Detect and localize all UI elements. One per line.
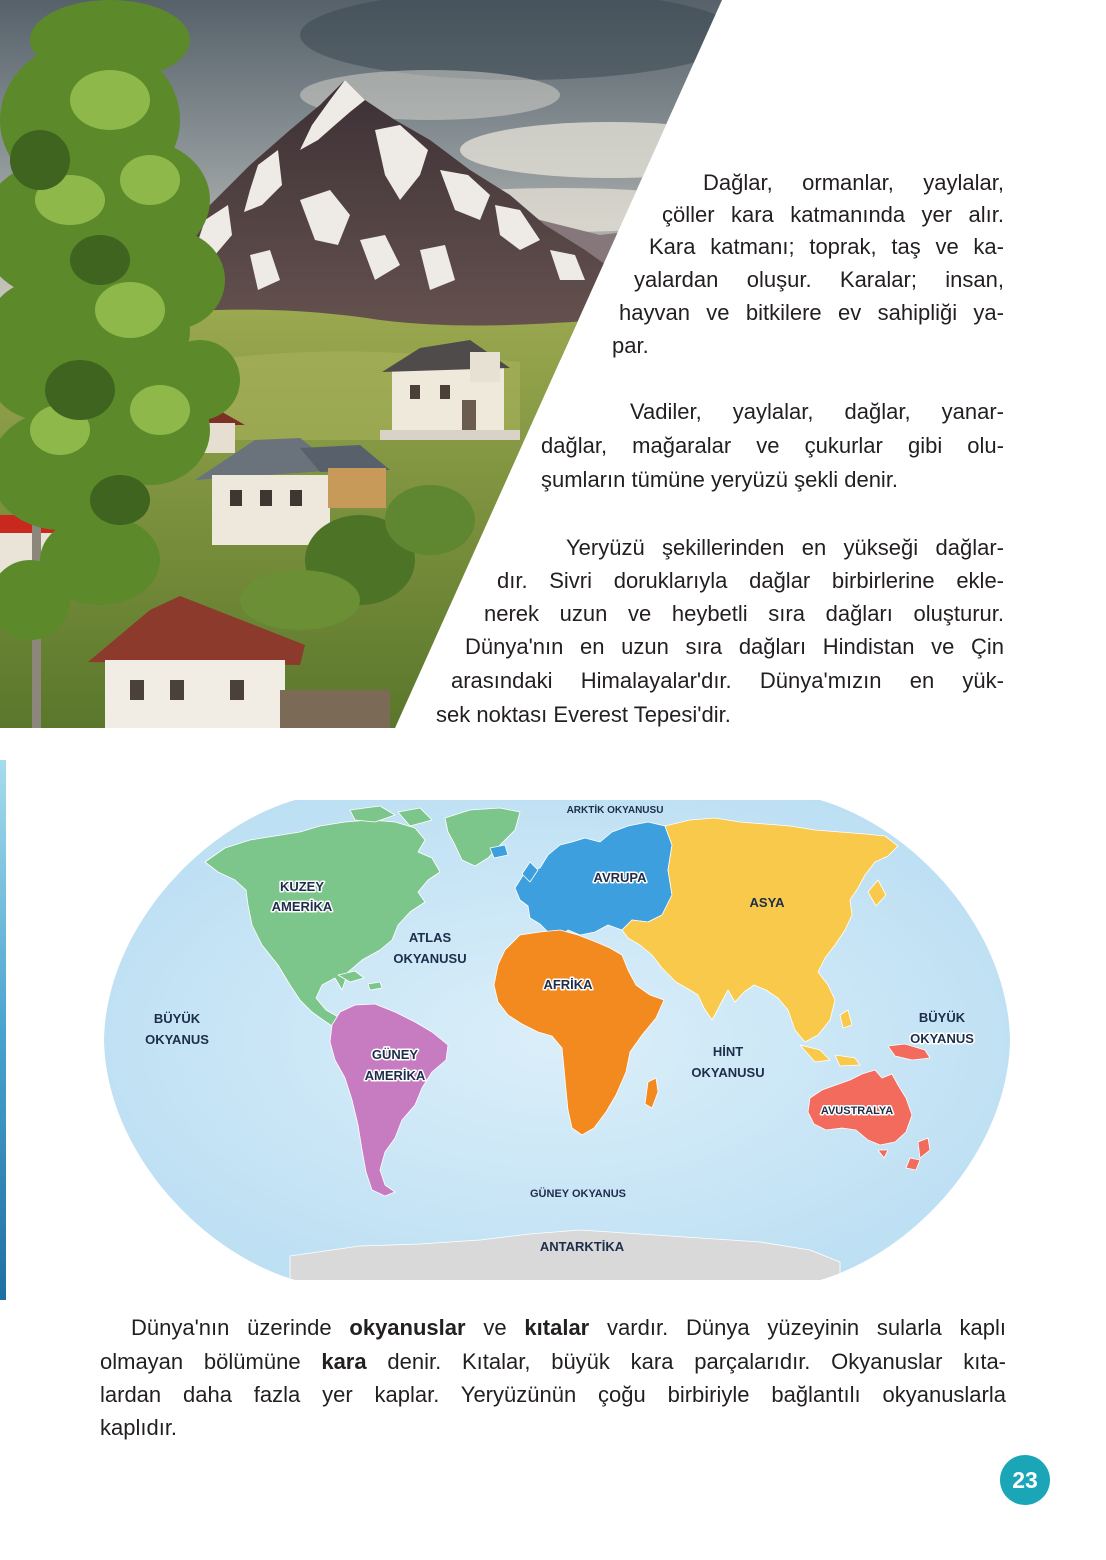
intro-p3-line: arasındaki Himalayalar'dır. Dünya'mızın en yük-	[451, 668, 1004, 693]
label-antarctica: ANTARKTİKA	[539, 1239, 625, 1254]
body-line	[100, 1347, 1006, 1377]
label-pacific-east-line1: BÜYÜK	[918, 1010, 966, 1025]
intro-p2-line: Vadiler, yaylalar, dağlar, yanar-	[630, 399, 1004, 424]
label-south-america-line1: GÜNEY	[371, 1047, 419, 1062]
label-indian-ocean-line2: OKYANUSU	[691, 1065, 765, 1080]
world-map	[100, 795, 1016, 1285]
label-australia: AVUSTRALYA	[820, 1105, 894, 1117]
label-indian-ocean-line1: HİNT	[712, 1044, 744, 1059]
intro-p1-line: Kara katmanı; toprak, taş ve ka-	[649, 234, 1004, 259]
intro-p1-line: hayvan ve bitkilere ev sahipliği ya-	[619, 300, 1004, 325]
intro-p1-line: par.	[612, 333, 649, 358]
label-arctic-ocean: ARKTİK OKYANUSU	[566, 805, 664, 816]
label-pacific-west-line1: BÜYÜK	[153, 1011, 201, 1026]
intro-p3-line: dır. Sivri doruklarıyla dağlar birbirlerine ekle-	[497, 568, 1004, 593]
intro-p2-line: dağlar, mağaralar ve çukurlar gibi olu-	[541, 433, 1004, 458]
body-line	[131, 1313, 1006, 1343]
edge-strip	[0, 760, 6, 1300]
label-africa: AFRİKA	[543, 977, 593, 992]
label-europe: AVRUPA	[593, 870, 647, 885]
body-line	[100, 1413, 1006, 1443]
label-south-america-line2: AMERİKA	[364, 1068, 426, 1083]
page-number-badge: 23	[1000, 1455, 1050, 1505]
label-north-america-line2: AMERİKA	[271, 899, 333, 914]
keyword-continents: kıtalar	[524, 1315, 590, 1340]
body-text: olmayan bölümüne	[100, 1349, 322, 1374]
intro-p3-line: Yeryüzü şekillerinden en yükseği dağlar-	[566, 535, 1004, 560]
body-line	[100, 1380, 1006, 1410]
label-pacific-west-line2: OKYANUS	[145, 1032, 209, 1047]
intro-p1-line: yalardan oluşur. Karalar; insan,	[634, 267, 1004, 292]
intro-p2-line: şumların tümüne yeryüzü şekli denir.	[541, 467, 899, 492]
label-atlantic-line1: ATLAS	[408, 930, 452, 945]
label-atlantic-line2: OKYANUSU	[393, 951, 467, 966]
label-southern-ocean: GÜNEY OKYANUS	[530, 1188, 626, 1200]
intro-p1-line: çöller kara katmanında yer alır.	[662, 202, 1004, 227]
label-asia: ASYA	[749, 895, 785, 910]
intro-p3-line: nerek uzun ve heybetli sıra dağları oluşturur.	[484, 601, 1004, 626]
intro-p3-line: sek noktası Everest Tepesi'dir.	[436, 702, 731, 727]
body-text: ve	[465, 1315, 525, 1340]
body-text: Dünya'nın üzerinde	[131, 1315, 350, 1340]
keyword-oceans: okyanuslar	[349, 1315, 466, 1340]
intro-p1-line: Dağlar, ormanlar, yaylalar,	[703, 170, 1004, 195]
body-text: vardır. Dünya yüzeyinin sularla kaplı	[589, 1315, 1006, 1340]
keyword-land: kara	[321, 1349, 367, 1374]
label-pacific-east-line2: OKYANUS	[910, 1031, 974, 1046]
label-north-america-line1: KUZEY	[279, 879, 325, 894]
intro-p3-line: Dünya'nın en uzun sıra dağları Hindistan ve Çin	[465, 634, 1004, 659]
body-text: lardan daha fazla yer kaplar. Yeryüzünün çoğu birbiriyle bağlantılı okyanuslarla	[100, 1382, 1006, 1407]
body-text: kaplıdır.	[100, 1415, 178, 1440]
body-text: denir. Kıtalar, büyük kara parçalarıdır. Okyanuslar kıta-	[366, 1349, 1006, 1374]
